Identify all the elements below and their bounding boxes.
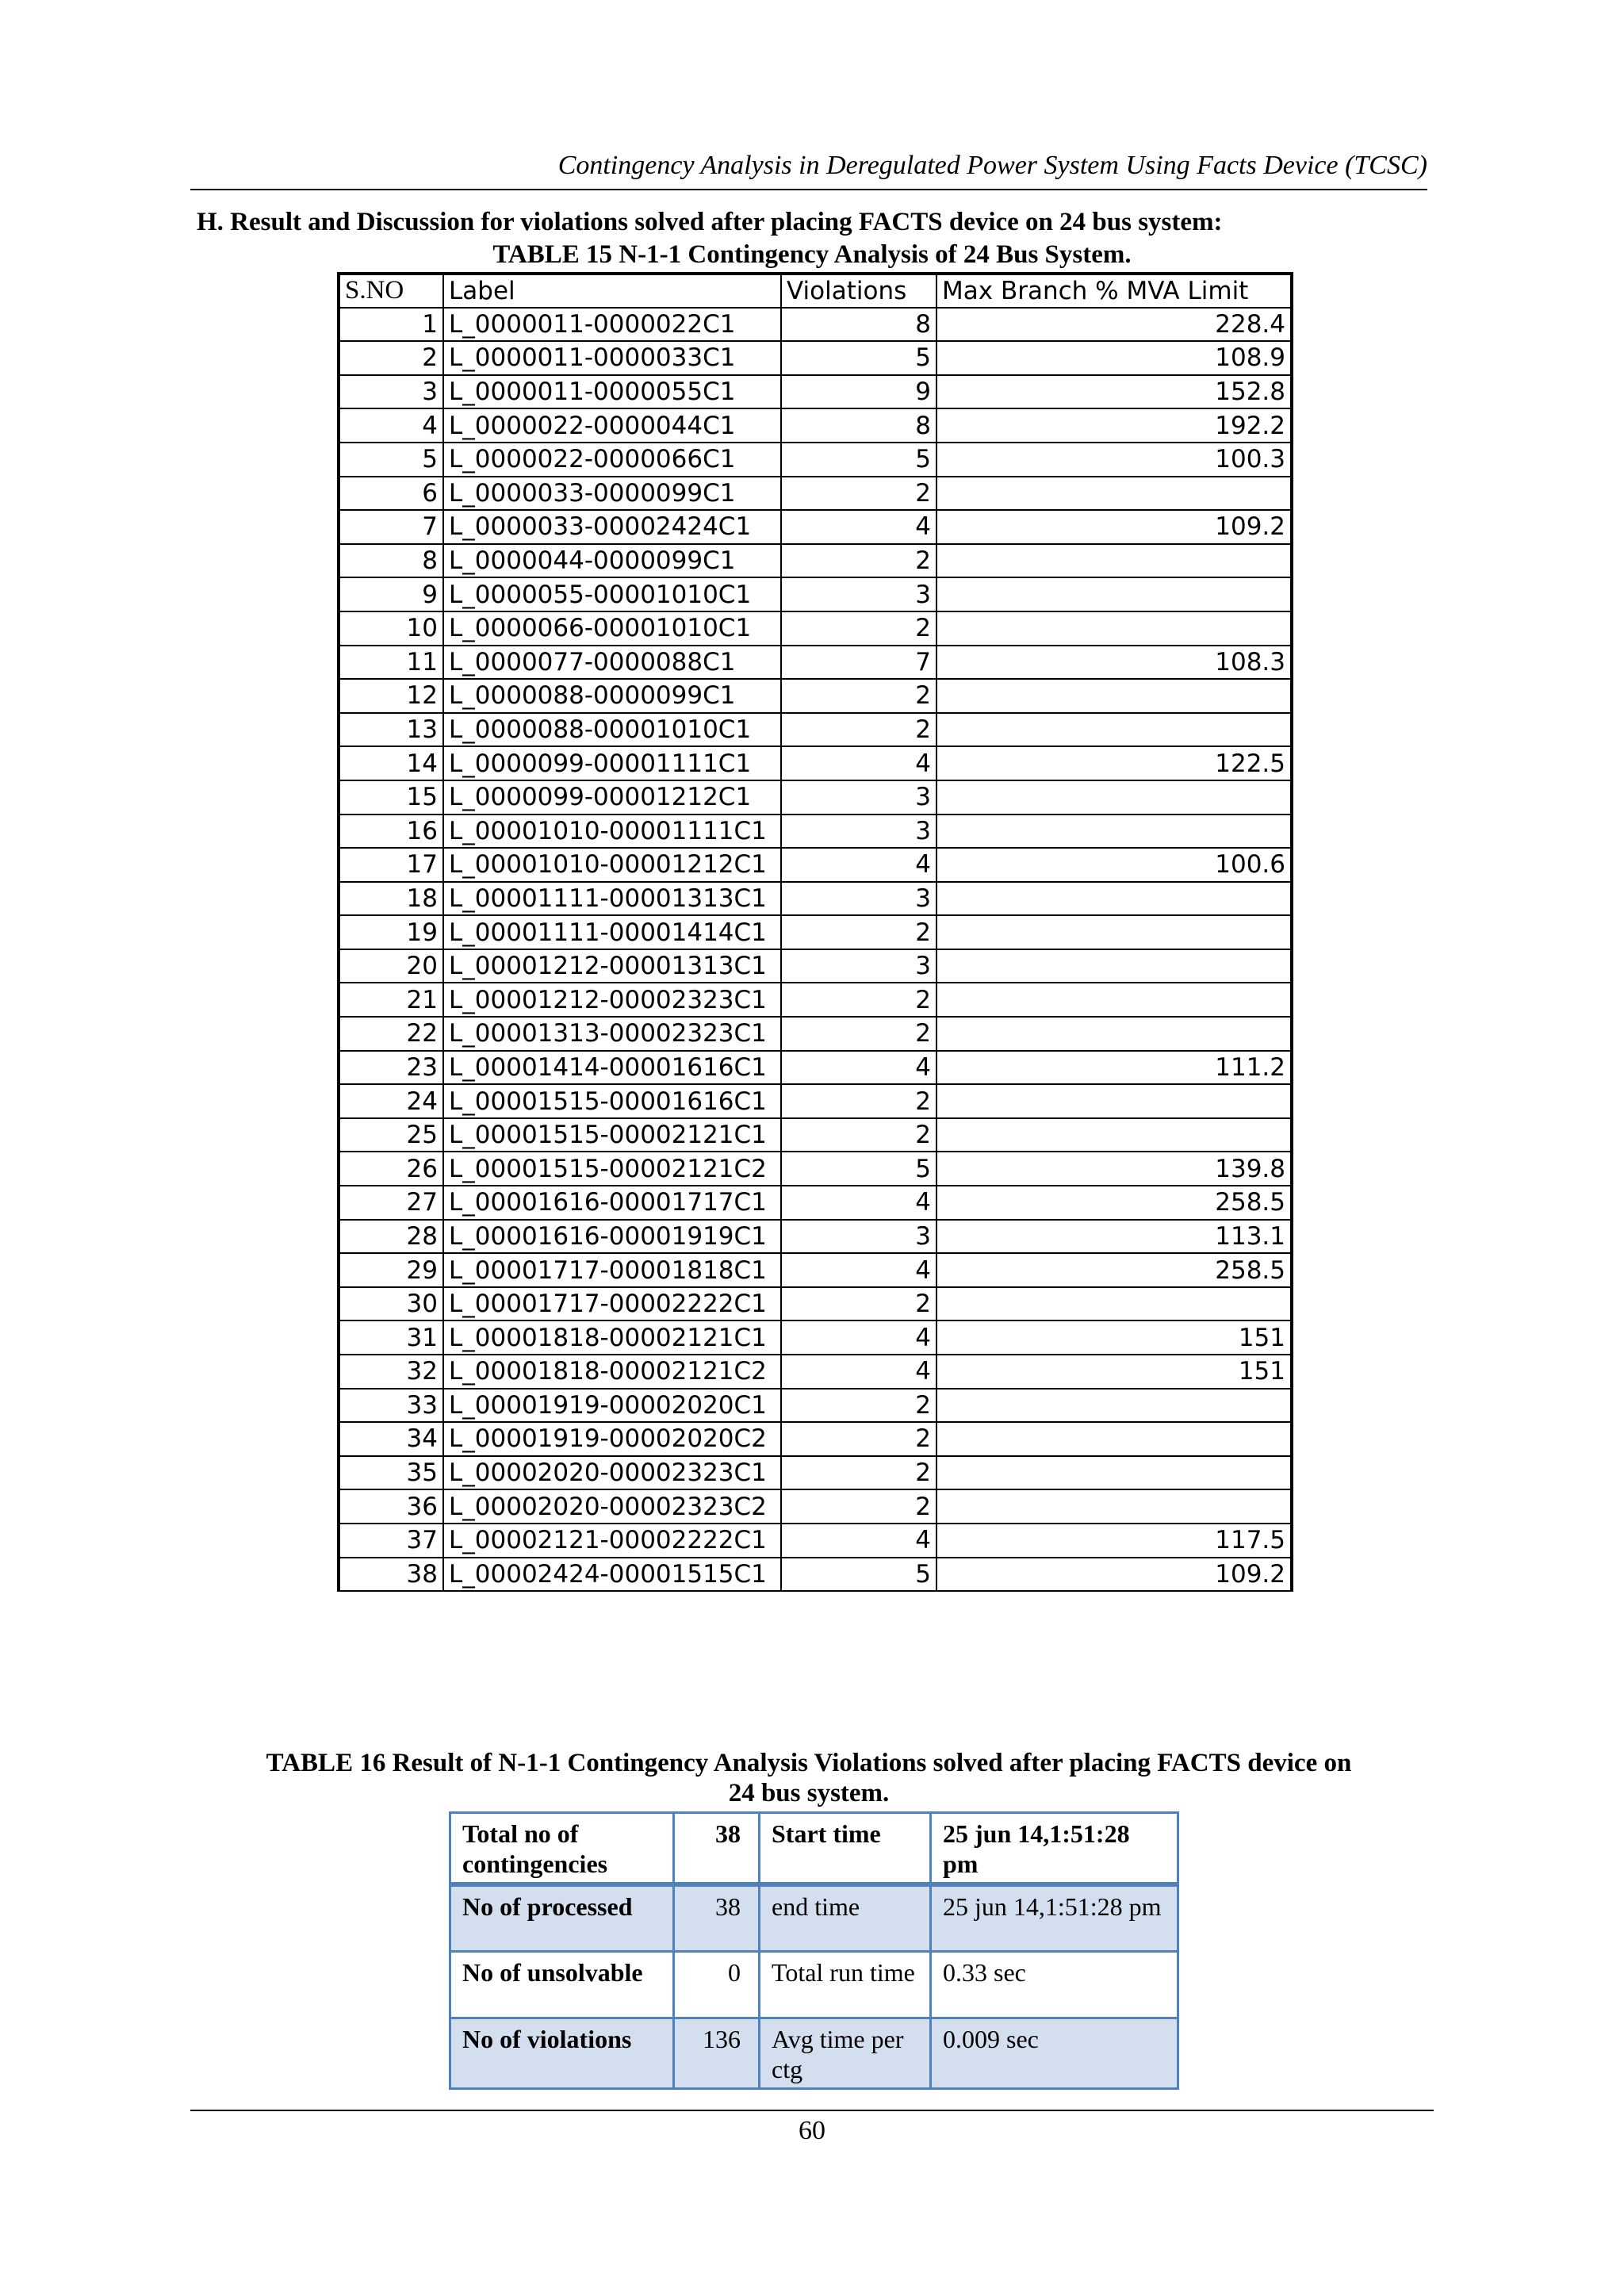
table-row xyxy=(339,915,1292,949)
cell-sno: 8 xyxy=(339,544,443,578)
table-row xyxy=(339,544,1292,578)
cell-sno: 23 xyxy=(339,1051,443,1085)
cell-sno: 35 xyxy=(339,1456,443,1490)
cell-violations: 4 xyxy=(781,1524,936,1558)
table16-row-unsolvable xyxy=(450,1951,1178,2018)
table-row xyxy=(339,577,1292,611)
cell-max-branch-mva: 151 xyxy=(936,1320,1292,1355)
cell-violations: 3 xyxy=(781,882,936,916)
column-header-label: Label xyxy=(443,274,781,308)
cell-label: L_00001616-00001919C1 xyxy=(443,1220,781,1254)
cell-sno: 11 xyxy=(339,646,443,680)
cell-max-branch-mva: 122.5 xyxy=(936,746,1292,780)
cell-max-branch-mva: 117.5 xyxy=(936,1524,1292,1558)
cell-violations: 8 xyxy=(781,408,936,443)
table16-cell: No of violations xyxy=(450,2018,674,2088)
cell-violations: 2 xyxy=(781,1489,936,1524)
table-row xyxy=(339,1118,1292,1152)
table16-row-processed xyxy=(450,1884,1178,1951)
table-row xyxy=(339,611,1292,646)
cell-max-branch-mva xyxy=(936,983,1292,1017)
cell-violations: 3 xyxy=(781,815,936,849)
cell-label: L_00001818-00002121C2 xyxy=(443,1355,781,1389)
cell-max-branch-mva xyxy=(936,780,1292,815)
cell-max-branch-mva xyxy=(936,679,1292,713)
cell-violations: 4 xyxy=(781,510,936,544)
cell-label: L_00001616-00001717C1 xyxy=(443,1186,781,1220)
cell-max-branch-mva xyxy=(936,577,1292,611)
table-row xyxy=(339,1422,1292,1456)
cell-sno: 19 xyxy=(339,915,443,949)
cell-label: L_00001919-00002020C1 xyxy=(443,1389,781,1423)
cell-violations: 2 xyxy=(781,713,936,747)
cell-sno: 38 xyxy=(339,1558,443,1592)
table-row xyxy=(339,1355,1292,1389)
header-rule xyxy=(190,189,1427,190)
cell-violations: 5 xyxy=(781,443,936,477)
cell-violations: 2 xyxy=(781,1287,936,1321)
cell-label: L_0000033-00002424C1 xyxy=(443,510,781,544)
table-row xyxy=(339,1253,1292,1287)
table16-row-contingencies xyxy=(450,1813,1178,1885)
cell-sno: 37 xyxy=(339,1524,443,1558)
cell-sno: 15 xyxy=(339,780,443,815)
table-row xyxy=(339,713,1292,747)
cell-violations: 2 xyxy=(781,611,936,646)
cell-sno: 27 xyxy=(339,1186,443,1220)
table16-cell: 0.009 sec xyxy=(931,2018,1178,2088)
cell-label: L_0000099-00001212C1 xyxy=(443,780,781,815)
table16-cell: No of processed xyxy=(450,1884,674,1951)
cell-violations: 9 xyxy=(781,375,936,409)
cell-max-branch-mva xyxy=(936,1017,1292,1051)
table-row xyxy=(339,1051,1292,1085)
cell-label: L_0000055-00001010C1 xyxy=(443,577,781,611)
cell-label: L_0000099-00001111C1 xyxy=(443,746,781,780)
cell-sno: 3 xyxy=(339,375,443,409)
cell-violations: 4 xyxy=(781,1320,936,1355)
cell-label: L_0000088-0000099C1 xyxy=(443,679,781,713)
table16-cell: Total run time xyxy=(760,1951,931,2018)
cell-sno: 31 xyxy=(339,1320,443,1355)
cell-label: L_00001818-00002121C1 xyxy=(443,1320,781,1355)
cell-label: L_0000011-0000022C1 xyxy=(443,308,781,342)
cell-sno: 30 xyxy=(339,1287,443,1321)
section-heading: H. Result and Discussion for violations solved after placing FACTS device on 24 bus system: xyxy=(197,208,1223,236)
table16-cell: end time xyxy=(760,1884,931,1951)
table16 xyxy=(449,1811,1179,2090)
table-row xyxy=(339,375,1292,409)
table16-cell: 38 xyxy=(674,1813,760,1885)
table-row xyxy=(339,1152,1292,1186)
cell-violations: 5 xyxy=(781,1152,936,1186)
cell-max-branch-mva xyxy=(936,815,1292,849)
cell-label: L_00001515-00001616C1 xyxy=(443,1084,781,1118)
cell-violations: 2 xyxy=(781,1389,936,1423)
cell-max-branch-mva xyxy=(936,882,1292,916)
cell-violations: 3 xyxy=(781,780,936,815)
cell-max-branch-mva xyxy=(936,713,1292,747)
cell-sno: 32 xyxy=(339,1355,443,1389)
cell-violations: 5 xyxy=(781,1558,936,1592)
cell-violations: 2 xyxy=(781,1084,936,1118)
cell-sno: 28 xyxy=(339,1220,443,1254)
cell-label: L_0000044-0000099C1 xyxy=(443,544,781,578)
cell-max-branch-mva: 258.5 xyxy=(936,1253,1292,1287)
cell-sno: 21 xyxy=(339,983,443,1017)
cell-sno: 4 xyxy=(339,408,443,443)
column-header-violations: Violations xyxy=(781,274,936,308)
table-row xyxy=(339,882,1292,916)
cell-sno: 34 xyxy=(339,1422,443,1456)
cell-sno: 10 xyxy=(339,611,443,646)
cell-label: L_0000022-0000044C1 xyxy=(443,408,781,443)
cell-max-branch-mva: 151 xyxy=(936,1355,1292,1389)
table-row xyxy=(339,1456,1292,1490)
cell-label: L_00001414-00001616C1 xyxy=(443,1051,781,1085)
cell-sno: 7 xyxy=(339,510,443,544)
cell-sno: 13 xyxy=(339,713,443,747)
table-row xyxy=(339,443,1292,477)
cell-label: L_0000011-0000033C1 xyxy=(443,341,781,375)
cell-max-branch-mva: 152.8 xyxy=(936,375,1292,409)
table-row xyxy=(339,1389,1292,1423)
cell-max-branch-mva: 192.2 xyxy=(936,408,1292,443)
table16-cell: 25 jun 14,1:51:28 pm xyxy=(931,1813,1178,1885)
cell-label: L_00001111-00001414C1 xyxy=(443,915,781,949)
cell-max-branch-mva: 228.4 xyxy=(936,308,1292,342)
cell-label: L_0000022-0000066C1 xyxy=(443,443,781,477)
table-row xyxy=(339,1287,1292,1321)
table-row xyxy=(339,308,1292,342)
cell-label: L_0000011-0000055C1 xyxy=(443,375,781,409)
cell-sno: 24 xyxy=(339,1084,443,1118)
cell-max-branch-mva xyxy=(936,949,1292,983)
table-row xyxy=(339,408,1292,443)
cell-label: L_00001515-00002121C1 xyxy=(443,1118,781,1152)
cell-violations: 2 xyxy=(781,544,936,578)
cell-sno: 20 xyxy=(339,949,443,983)
table-row xyxy=(339,1524,1292,1558)
cell-label: L_00001515-00002121C2 xyxy=(443,1152,781,1186)
table-row xyxy=(339,1186,1292,1220)
cell-max-branch-mva: 108.3 xyxy=(936,646,1292,680)
cell-max-branch-mva: 100.3 xyxy=(936,443,1292,477)
table16-cell: 25 jun 14,1:51:28 pm xyxy=(931,1884,1178,1951)
cell-violations: 2 xyxy=(781,1422,936,1456)
cell-label: L_00002020-00002323C1 xyxy=(443,1456,781,1490)
cell-violations: 4 xyxy=(781,848,936,882)
cell-label: L_00001212-00001313C1 xyxy=(443,949,781,983)
table16-cell: 0.33 sec xyxy=(931,1951,1178,2018)
cell-max-branch-mva: 109.2 xyxy=(936,1558,1292,1592)
cell-max-branch-mva xyxy=(936,477,1292,511)
table-row xyxy=(339,746,1292,780)
cell-max-branch-mva: 100.6 xyxy=(936,848,1292,882)
cell-max-branch-mva xyxy=(936,915,1292,949)
cell-max-branch-mva xyxy=(936,1422,1292,1456)
cell-label: L_0000066-00001010C1 xyxy=(443,611,781,646)
cell-violations: 2 xyxy=(781,477,936,511)
cell-label: L_00001010-00001212C1 xyxy=(443,848,781,882)
cell-label: L_0000088-00001010C1 xyxy=(443,713,781,747)
table16-cell: 136 xyxy=(674,2018,760,2088)
cell-violations: 2 xyxy=(781,1017,936,1051)
cell-label: L_00001717-00002222C1 xyxy=(443,1287,781,1321)
table15-header-row xyxy=(339,274,1292,308)
table16-cell: Start time xyxy=(760,1813,931,1885)
cell-violations: 4 xyxy=(781,1355,936,1389)
cell-label: L_00001212-00002323C1 xyxy=(443,983,781,1017)
table-row xyxy=(339,1017,1292,1051)
cell-max-branch-mva xyxy=(936,611,1292,646)
cell-max-branch-mva: 113.1 xyxy=(936,1220,1292,1254)
table-row xyxy=(339,679,1292,713)
cell-violations: 5 xyxy=(781,341,936,375)
table16-cell: Avg time per ctg xyxy=(760,2018,931,2088)
table16-caption: TABLE 16 Result of N-1-1 Contingency Analysis Violations solved after placing FACTS device on 24 bus system. xyxy=(266,1749,1352,1807)
cell-max-branch-mva xyxy=(936,1489,1292,1524)
cell-sno: 1 xyxy=(339,308,443,342)
cell-max-branch-mva: 109.2 xyxy=(936,510,1292,544)
footer-rule xyxy=(190,2110,1434,2111)
cell-label: L_00001313-00002323C1 xyxy=(443,1017,781,1051)
cell-violations: 4 xyxy=(781,1186,936,1220)
table-row xyxy=(339,949,1292,983)
cell-sno: 9 xyxy=(339,577,443,611)
cell-violations: 2 xyxy=(781,915,936,949)
cell-sno: 36 xyxy=(339,1489,443,1524)
table-row xyxy=(339,510,1292,544)
table16-row-violations xyxy=(450,2018,1178,2088)
cell-sno: 25 xyxy=(339,1118,443,1152)
cell-sno: 6 xyxy=(339,477,443,511)
cell-sno: 16 xyxy=(339,815,443,849)
cell-violations: 7 xyxy=(781,646,936,680)
cell-sno: 33 xyxy=(339,1389,443,1423)
cell-sno: 29 xyxy=(339,1253,443,1287)
cell-violations: 4 xyxy=(781,1051,936,1085)
cell-max-branch-mva xyxy=(936,1456,1292,1490)
cell-sno: 18 xyxy=(339,882,443,916)
table16-cell: Total no of contingencies xyxy=(450,1813,674,1885)
cell-label: L_00001010-00001111C1 xyxy=(443,815,781,849)
cell-violations: 3 xyxy=(781,949,936,983)
cell-max-branch-mva xyxy=(936,1287,1292,1321)
table-row xyxy=(339,1084,1292,1118)
cell-violations: 4 xyxy=(781,1253,936,1287)
table-row xyxy=(339,341,1292,375)
cell-label: L_00001111-00001313C1 xyxy=(443,882,781,916)
cell-max-branch-mva: 258.5 xyxy=(936,1186,1292,1220)
cell-max-branch-mva xyxy=(936,1389,1292,1423)
table15-caption: TABLE 15 N-1-1 Contingency Analysis of 24 Bus System. xyxy=(492,240,1132,269)
cell-max-branch-mva xyxy=(936,1084,1292,1118)
table-row xyxy=(339,1220,1292,1254)
cell-label: L_00001717-00001818C1 xyxy=(443,1253,781,1287)
table16-cell: 38 xyxy=(674,1884,760,1951)
cell-violations: 2 xyxy=(781,1118,936,1152)
running-header: Contingency Analysis in Deregulated Power System Using Facts Device (TCSC) xyxy=(557,151,1427,180)
cell-label: L_00002020-00002323C2 xyxy=(443,1489,781,1524)
cell-sno: 26 xyxy=(339,1152,443,1186)
cell-label: L_0000077-0000088C1 xyxy=(443,646,781,680)
cell-label: L_0000033-0000099C1 xyxy=(443,477,781,511)
column-header-max-branch-mva: Max Branch % MVA Limit xyxy=(936,274,1292,308)
cell-sno: 17 xyxy=(339,848,443,882)
column-header-sno: S.NO xyxy=(339,274,443,308)
table-row xyxy=(339,1558,1292,1592)
table15-body xyxy=(339,308,1292,1592)
table-row xyxy=(339,848,1292,882)
cell-sno: 14 xyxy=(339,746,443,780)
table-row xyxy=(339,477,1292,511)
cell-label: L_00001919-00002020C2 xyxy=(443,1422,781,1456)
table-row xyxy=(339,780,1292,815)
cell-violations: 8 xyxy=(781,308,936,342)
cell-violations: 4 xyxy=(781,746,936,780)
table16-cell: 0 xyxy=(674,1951,760,2018)
table-row xyxy=(339,646,1292,680)
table-row xyxy=(339,983,1292,1017)
table-row xyxy=(339,815,1292,849)
cell-sno: 22 xyxy=(339,1017,443,1051)
table16-cell: No of unsolvable xyxy=(450,1951,674,2018)
table-row xyxy=(339,1489,1292,1524)
cell-label: L_00002121-00002222C1 xyxy=(443,1524,781,1558)
cell-max-branch-mva: 139.8 xyxy=(936,1152,1292,1186)
cell-violations: 2 xyxy=(781,1456,936,1490)
cell-label: L_00002424-00001515C1 xyxy=(443,1558,781,1592)
cell-max-branch-mva: 108.9 xyxy=(936,341,1292,375)
cell-violations: 3 xyxy=(781,1220,936,1254)
cell-max-branch-mva xyxy=(936,1118,1292,1152)
page-number: 60 xyxy=(799,2116,825,2145)
cell-violations: 2 xyxy=(781,983,936,1017)
cell-sno: 2 xyxy=(339,341,443,375)
cell-violations: 2 xyxy=(781,679,936,713)
cell-max-branch-mva xyxy=(936,544,1292,578)
cell-sno: 12 xyxy=(339,679,443,713)
cell-sno: 5 xyxy=(339,443,443,477)
table15 xyxy=(337,272,1293,1592)
cell-violations: 3 xyxy=(781,577,936,611)
cell-max-branch-mva: 111.2 xyxy=(936,1051,1292,1085)
table-row xyxy=(339,1320,1292,1355)
